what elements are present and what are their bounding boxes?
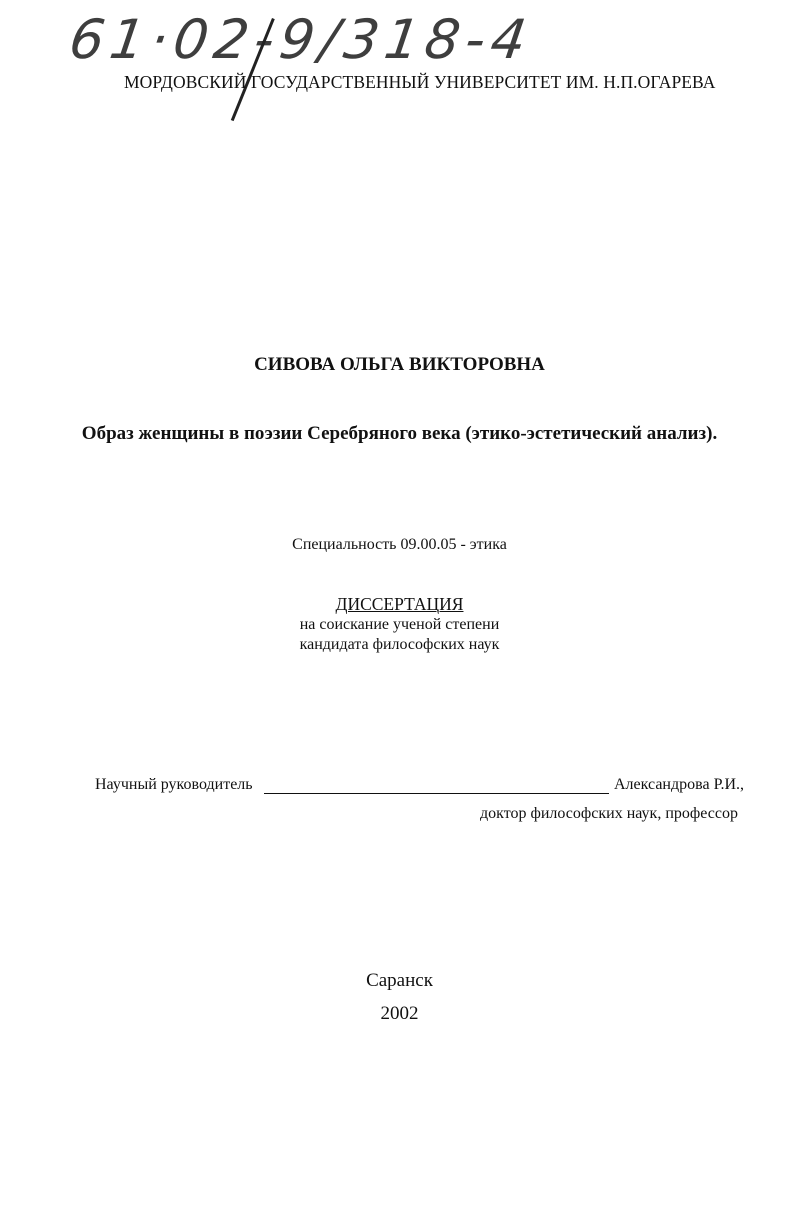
supervisor-label: Научный руководитель	[95, 776, 253, 793]
specialty-line: Специальность 09.00.05 - этика	[292, 536, 507, 553]
author-name: СИВОВА ОЛЬГА ВИКТОРОВНА	[254, 354, 545, 375]
document-type-label: ДИССЕРТАЦИЯ	[335, 594, 464, 614]
degree-line-2: кандидата философских наук	[299, 636, 500, 653]
supervisor-name: Александрова Р.И.,	[614, 776, 745, 793]
dissertation-title: Образ женщины в поэзии Серебряного века (этико-эстетический анализ).	[81, 423, 718, 444]
city: Саранск	[366, 970, 433, 991]
supervisor-credentials: доктор философских наук, профессор	[480, 805, 738, 822]
document-type	[0, 594, 799, 615]
handwritten-catalog-number: 61·02-9/318-4	[65, 8, 536, 71]
degree-line-1: на соискание ученой степени	[299, 616, 500, 633]
signature-line	[264, 793, 609, 794]
year: 2002	[380, 1003, 419, 1024]
university-name: МОРДОВСКИЙ ГОСУДАРСТВЕННЫЙ УНИВЕРСИТЕТ ИМ. Н.П.ОГАРЕВА	[124, 72, 716, 92]
